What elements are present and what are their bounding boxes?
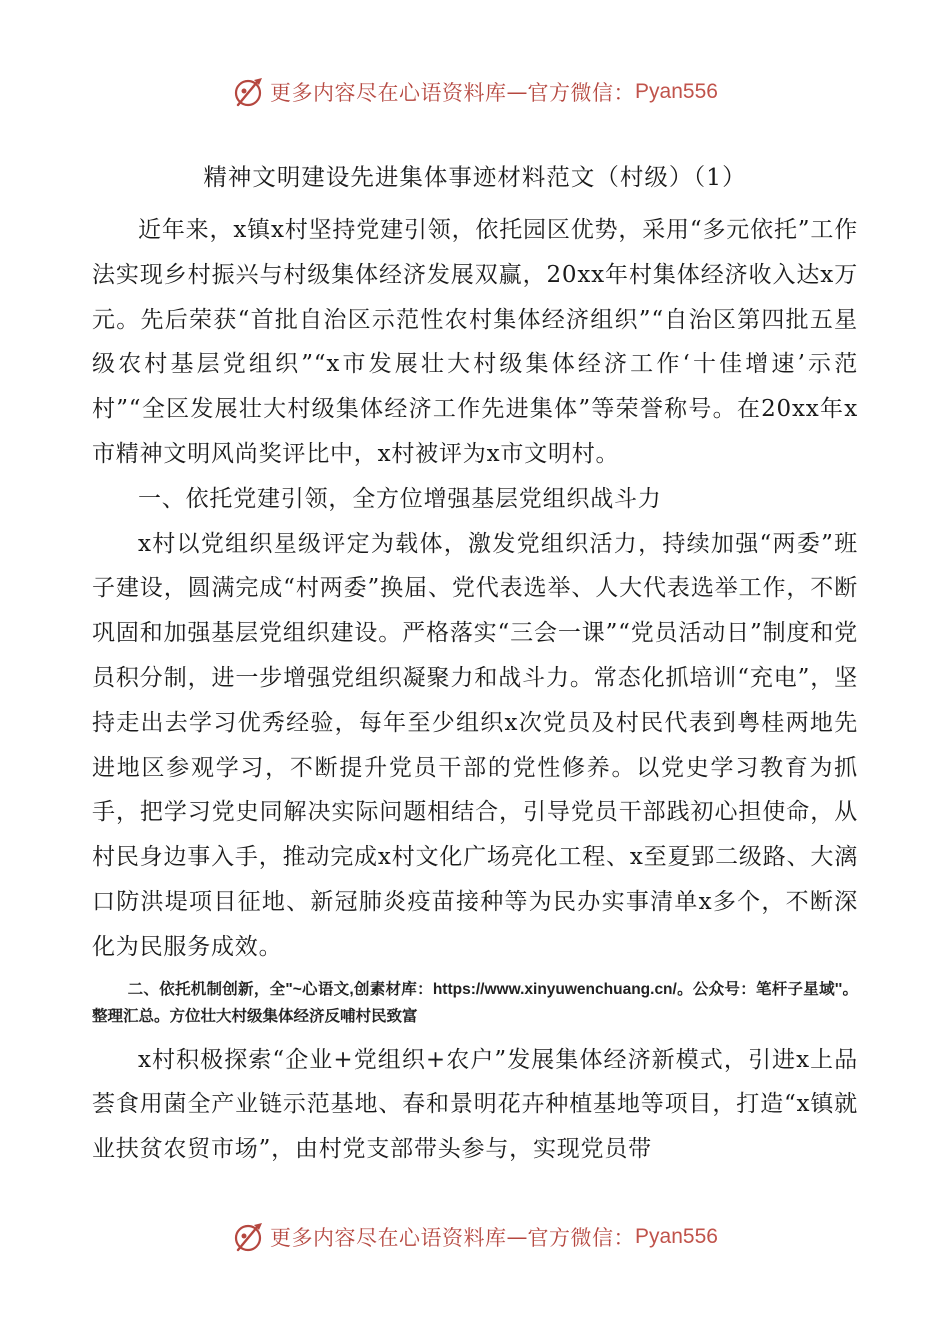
banner-wechat-id: Pyan556 — [635, 80, 718, 103]
footer-watermark-banner — [0, 1217, 950, 1257]
header-watermark-banner — [0, 72, 950, 112]
document-title: 精神文明建设先进集体事迹材料范文（村级）（1） — [203, 163, 747, 191]
banner-wechat-id: Pyan556 — [635, 1225, 718, 1248]
banner-title: 更多内容尽在心语资料库 — [270, 1226, 507, 1250]
banner-wechat-label: 官方微信： — [527, 1226, 636, 1250]
section-heading-2-with-inserted-note: 二、依托机制创新，全"~心语文,创素材库：https://www.xinyuwenchuang.cn/。公众号：笔杆子星域''。整理汇总。方位壮大村级集体经济反哺村民致富 — [92, 980, 858, 1025]
banner-separator: — — [506, 80, 528, 104]
pen-logo-icon — [232, 75, 266, 109]
intro-paragraph: 近年来，x镇x村坚持党建引领，依托园区优势，采用“多元依托”工作法实现乡村振兴与村级集体经济发展双赢，20xx年村集体经济收入达x万元。先后荣获“首批自治区示范性农村集体经济组织”“自治区第四批五星级农村基层党组织”“x市发展壮大村级集体经济工作‘十佳增速’示范村”“全区发展壮大村级集体经济工作先进集体”等荣誉称号。在20xx年x市精神文明风尚奖评比中，x村被评为x市文明村。 — [92, 217, 858, 467]
section-2-paragraph: x村积极探索“企业+党组织+农户”发展集体经济新模式，引进x上品荟食用菌全产业链示范基地、春和景明花卉种植基地等项目，打造“x镇就业扶贫农贸市场”，由村党支部带头参与，实现党员带 — [92, 1046, 858, 1163]
banner-title: 更多内容尽在心语资料库 — [270, 81, 507, 105]
section-1-paragraph: x村以党组织星级评定为载体，激发党组织活力，持续加强“两委”班子建设，圆满完成“村两委”换届、党代表选举、人大代表选举工作，不断巩固和加强基层党组织建设。严格落实“三会一课”“党员活动日”制度和党员积分制，进一步增强党组织凝聚力和战斗力。常态化抓培训“充电”，坚持走出去学习优秀经验，每年至少组织x次党员及村民代表到粤桂两地先进地区参观学习，不断提升党员干部的党性修养。以党史学习教育为抓手，把学习党史同解决实际问题相结合，引导党员干部践初心担使命，从村民身边事入手，推动完成x村文化广场亮化工程、x至夏郢二级路、大漓口防洪堤项目征地、新冠肺炎疫苗接种等为民办实事清单x多个，不断深化为民服务成效。 — [92, 530, 858, 960]
pen-logo-icon — [232, 1220, 266, 1254]
banner-wechat-label: 官方微信： — [527, 81, 636, 105]
section-heading-1: 一、依托党建引领，全方位增强基层党组织战斗力 — [138, 485, 662, 512]
banner-separator: — — [506, 1225, 528, 1249]
document-body — [92, 208, 858, 1172]
